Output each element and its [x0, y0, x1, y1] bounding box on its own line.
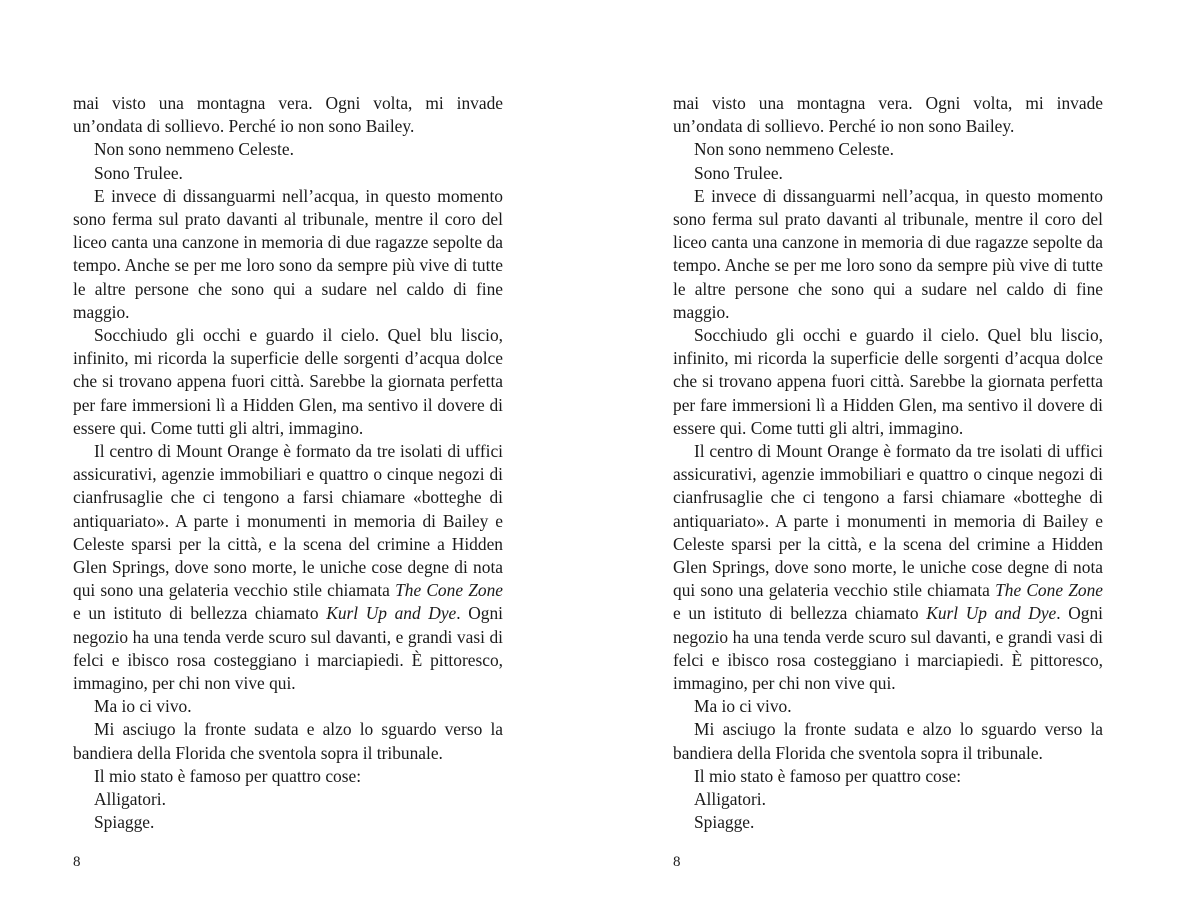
paragraph: Non sono nemmeno Celeste. — [694, 139, 894, 160]
body-text — [73, 92, 503, 835]
paragraph: Ma io ci vivo. — [694, 696, 792, 717]
shop-name-italic: The Cone Zone — [995, 580, 1103, 601]
paragraph: Spiagge. — [694, 812, 755, 833]
body-text — [673, 92, 1103, 835]
page-number: 8 — [673, 854, 681, 870]
paragraph — [673, 440, 1103, 695]
paragraph: E invece di dissanguarmi nell’acqua, in questo momento sono ferma sul prato davanti al tribunale, mentre il coro del liceo canta una canzone in memoria di due ragazze sepolte da tempo. Anche se per me loro sono da sempre più vive di tutte le altre persone che sono qui a sudare nel caldo di fine maggio. — [673, 185, 1103, 322]
paragraph: Sono Trulee. — [94, 162, 183, 183]
paragraph — [73, 440, 503, 695]
paragraph-text: . Ogni negozio ha una tenda verde scuro sul davanti, e grandi vasi di felci e ibisco rosa costeggiano i marciapiedi. È pittoresco, immagino, per chi non vive qui. — [673, 603, 1103, 694]
paragraph: mai visto una montagna vera. Ogni volta, mi invade un’ondata di sollievo. Perché io non sono Bailey. — [73, 93, 503, 137]
paragraph: Non sono nemmeno Celeste. — [94, 139, 294, 160]
paragraph-text: e un istituto di bellezza chiamato — [73, 603, 327, 624]
paragraph: Socchiudo gli occhi e guardo il cielo. Quel blu liscio, infinito, mi ricorda la superficie delle sorgenti d’acqua dolce che si trovano appena fuori città. Sarebbe la giornata perfetta per fare immersioni lì a Hidden Glen, ma sentivo il dovere di essere qui. Come tutti gli altri, immagino. — [73, 325, 503, 438]
paragraph: Socchiudo gli occhi e guardo il cielo. Quel blu liscio, infinito, mi ricorda la superficie delle sorgenti d’acqua dolce che si trovano appena fuori città. Sarebbe la giornata perfetta per fare immersioni lì a Hidden Glen, ma sentivo il dovere di essere qui. Come tutti gli altri, immagino. — [673, 325, 1103, 438]
paragraph: Il mio stato è famoso per quattro cose: — [94, 765, 362, 786]
paragraph: E invece di dissanguarmi nell’acqua, in questo momento sono ferma sul prato davanti al tribunale, mentre il coro del liceo canta una canzone in memoria di due ragazze sepolte da tempo. Anche se per me loro sono da sempre più vive di tutte le altre persone che sono qui a sudare nel caldo di fine maggio. — [73, 185, 503, 322]
paragraph: Spiagge. — [94, 812, 155, 833]
paragraph: Sono Trulee. — [694, 162, 783, 183]
left-page — [73, 0, 503, 921]
paragraph: Ma io ci vivo. — [94, 696, 192, 717]
paragraph-text: Il centro di Mount Orange è formato da tre isolati di uffici assicurativi, agenzie immobiliari e quattro o cinque negozi di cianfrusaglie che ci tengono a farsi chiamare «botteghe di antiquariato». A parte i monumenti in memoria di Bailey e Celeste sparsi per la città, e la scena del crimine a Hidden Glen Springs, dove sono morte, le uniche cose degne di nota qui sono una gelateria vecchio stile chiamata — [673, 441, 1103, 601]
shop-name-italic: Kurl Up and Dye — [326, 603, 457, 624]
paragraph: Mi asciugo la fronte sudata e alzo lo sguardo verso la bandiera della Florida che sventola sopra il tribunale. — [73, 719, 503, 763]
paragraph: Mi asciugo la fronte sudata e alzo lo sguardo verso la bandiera della Florida che sventola sopra il tribunale. — [673, 719, 1103, 763]
page-number: 8 — [73, 854, 81, 870]
paragraph: Alligatori. — [694, 789, 766, 810]
paragraph-text: e un istituto di bellezza chiamato — [673, 603, 927, 624]
right-page — [673, 0, 1103, 921]
shop-name-italic: The Cone Zone — [395, 580, 503, 601]
paragraph: mai visto una montagna vera. Ogni volta, mi invade un’ondata di sollievo. Perché io non sono Bailey. — [673, 93, 1103, 137]
paragraph-text: . Ogni negozio ha una tenda verde scuro sul davanti, e grandi vasi di felci e ibisco rosa costeggiano i marciapiedi. È pittoresco, immagino, per chi non vive qui. — [73, 603, 503, 694]
shop-name-italic: Kurl Up and Dye — [926, 603, 1057, 624]
paragraph: Alligatori. — [94, 789, 166, 810]
paragraph: Il mio stato è famoso per quattro cose: — [694, 765, 962, 786]
paragraph-text: Il centro di Mount Orange è formato da tre isolati di uffici assicurativi, agenzie immobiliari e quattro o cinque negozi di cianfrusaglie che ci tengono a farsi chiamare «botteghe di antiquariato». A parte i monumenti in memoria di Bailey e Celeste sparsi per la città, e la scena del crimine a Hidden Glen Springs, dove sono morte, le uniche cose degne di nota qui sono una gelateria vecchio stile chiamata — [73, 441, 503, 601]
